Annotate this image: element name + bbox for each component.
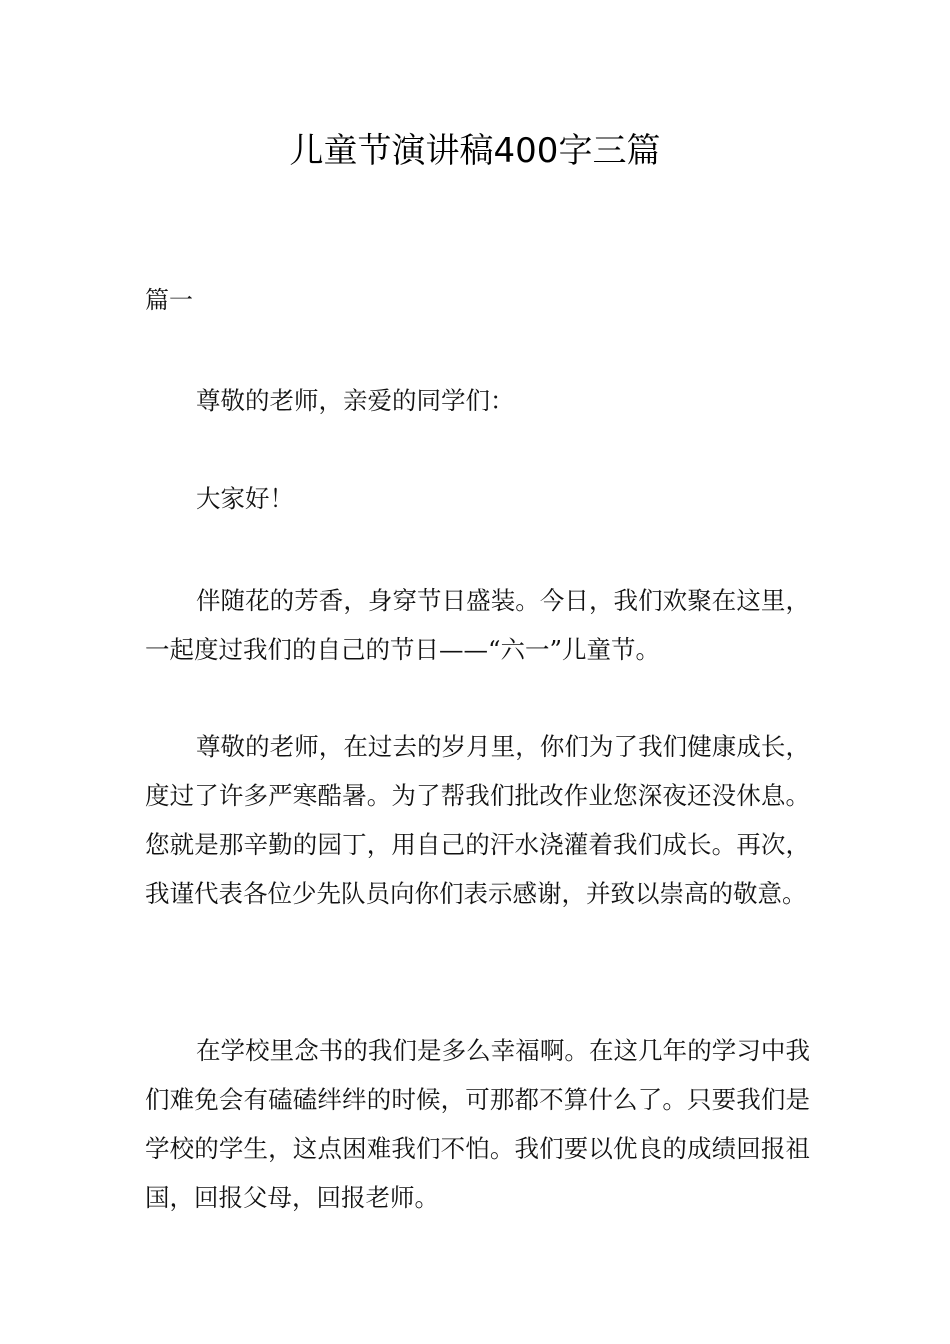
paragraph-hello: 大家好！ (196, 484, 294, 513)
paragraph-1: 伴随花的芳香，身穿节日盛装。今日，我们欢聚在这里，一起度过我们的自己的节日——“六一”儿童节。 (145, 586, 810, 664)
paragraph-greeting: 尊敬的老师，亲爱的同学们： (196, 386, 515, 415)
document-title: 儿童节演讲稿400字三篇 (289, 131, 661, 171)
paragraph-2: 尊敬的老师，在过去的岁月里，你们为了我们健康成长，度过了许多严寒酷暑。为了帮我们批改作业您深夜还没休息。您就是那辛勤的园丁，用自己的汗水浇灌着我们成长。再次，我谨代表各位少先队员向你们表示感谢，并致以崇高的敬意。 (145, 732, 810, 908)
section-label: 篇一 (145, 286, 193, 314)
paragraph-3: 在学校里念书的我们是多么幸福啊。在这几年的学习中我们难免会有磕磕绊绊的时候，可那都不算什么了。只要我们是学校的学生，这点困难我们不怕。我们要以优良的成绩回报祖国，回报父母，回报老师。 (145, 1036, 810, 1212)
